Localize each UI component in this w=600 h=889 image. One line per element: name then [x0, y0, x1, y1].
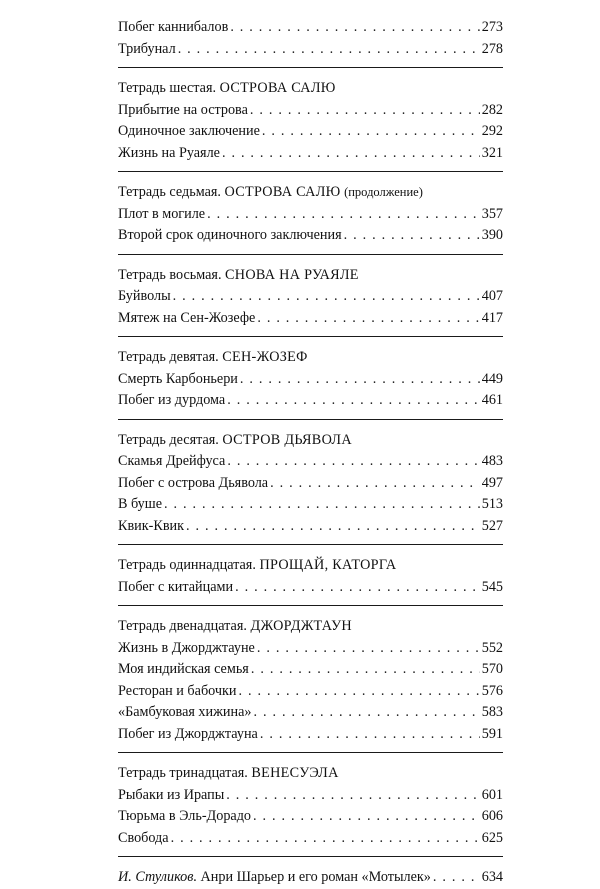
dot-leader	[262, 121, 480, 143]
afterword-title	[118, 867, 431, 889]
dot-leader	[186, 516, 480, 538]
page-number: 407	[481, 288, 503, 304]
page-number: 591	[481, 725, 503, 742]
part-note: (продолжение)	[344, 185, 423, 199]
part-heading[interactable]	[118, 763, 503, 785]
part-name: ПРОЩАЙ, КАТОРГА	[259, 557, 397, 573]
toc-entry[interactable]	[118, 494, 503, 516]
entry-title: Жизнь на Руаяле	[118, 144, 220, 161]
entry-title: Побег из дурдома	[118, 392, 226, 408]
entry-title: Скамья Дрейфуса	[118, 453, 226, 469]
entry-title: Прибытие на острова	[118, 101, 248, 118]
dot-leader	[227, 451, 479, 473]
page-number: 601	[481, 786, 503, 803]
toc-entry[interactable]	[118, 369, 503, 391]
page-number: 417	[481, 309, 503, 326]
dot-leader	[235, 577, 480, 599]
continued-entries	[118, 17, 503, 60]
entry-title: Жизнь в Джорджтауне	[118, 639, 255, 656]
dot-leader	[433, 867, 480, 889]
entry-title: Ресторан и бабочки	[118, 682, 237, 699]
part-section	[118, 347, 503, 412]
part-name: ВЕНЕСУЭЛА	[251, 765, 339, 781]
dot-leader	[250, 100, 480, 122]
dot-leader	[240, 369, 480, 391]
part-heading[interactable]	[118, 555, 503, 577]
toc-entry[interactable]	[118, 828, 503, 850]
afterword-author: И. Стуликов.	[118, 869, 197, 885]
entry-title: «Бамбуковая хижина»	[118, 704, 252, 720]
entry-title: Квик-Квик	[118, 517, 185, 534]
page-number: 634	[481, 869, 503, 885]
part-section	[118, 182, 503, 247]
separator-line	[118, 254, 503, 255]
toc-entry[interactable]	[118, 100, 503, 122]
part-label: Тетрадь десятая.	[118, 431, 219, 448]
dot-leader	[164, 494, 480, 516]
part-name: ОСТРОВ ДЬЯВОЛА	[222, 431, 352, 448]
part-heading[interactable]	[118, 182, 503, 204]
dot-leader	[207, 204, 480, 226]
part-section	[118, 616, 503, 745]
dot-leader	[239, 681, 480, 703]
entry-title: Плот в могиле	[118, 205, 206, 222]
page-number: 278	[481, 40, 503, 57]
toc-entry[interactable]	[118, 724, 503, 746]
separator-line	[118, 856, 503, 857]
part-heading[interactable]	[118, 265, 503, 287]
part-section	[118, 430, 503, 538]
toc-entry[interactable]	[118, 516, 503, 538]
separator-line	[118, 67, 503, 68]
page-number: 390	[481, 227, 503, 243]
page-number: 292	[481, 123, 503, 139]
page-number: 576	[481, 682, 503, 699]
dot-leader	[226, 785, 479, 807]
part-name: ДЖОРДЖТАУН	[250, 618, 352, 634]
part-heading[interactable]	[118, 616, 503, 638]
entry-title: Одиночное заключение	[118, 123, 260, 139]
toc-entry[interactable]	[118, 473, 503, 495]
afterword-title-text: Анри Шарьер и его роман «Мотылек»	[200, 869, 431, 885]
page-number: 583	[481, 704, 503, 720]
table-of-contents	[118, 17, 503, 889]
afterword-entry[interactable]	[118, 867, 503, 889]
entry-title: Трибунал	[118, 40, 176, 57]
part-section	[118, 78, 503, 164]
dot-leader	[257, 308, 479, 330]
page-number: 545	[481, 578, 503, 595]
page-number: 461	[481, 392, 503, 408]
page-number: 570	[481, 661, 503, 677]
dot-leader	[230, 17, 479, 39]
toc-entry[interactable]	[118, 17, 503, 39]
dot-leader	[253, 806, 480, 828]
dot-leader	[173, 286, 480, 308]
page-number: 483	[481, 453, 503, 469]
separator-line	[118, 336, 503, 337]
entry-title: Моя индийская семья	[118, 661, 249, 677]
entry-title: Мятеж на Сен-Жозефе	[118, 309, 256, 326]
page-number: 552	[481, 639, 503, 656]
page-number: 273	[481, 19, 503, 35]
page-number: 527	[481, 517, 503, 534]
page-number: 497	[481, 474, 503, 491]
part-label: Тетрадь двенадцатая.	[118, 618, 247, 634]
toc-entry[interactable]	[118, 390, 503, 412]
part-label: Тетрадь седьмая.	[118, 184, 221, 200]
dot-leader	[257, 638, 480, 660]
part-name: ОСТРОВА САЛЮ	[219, 80, 336, 96]
toc-entry[interactable]	[118, 308, 503, 330]
separator-line	[118, 171, 503, 172]
part-heading[interactable]	[118, 78, 503, 100]
separator-line	[118, 752, 503, 753]
entry-title: Побег каннибалов	[118, 19, 229, 35]
part-name: СНОВА НА РУАЯЛЕ	[225, 266, 359, 283]
toc-entry[interactable]	[118, 806, 503, 828]
separator-line	[118, 419, 503, 420]
separator-line	[118, 605, 503, 606]
entry-title: Рыбаки из Ирапы	[118, 786, 225, 803]
parts-list	[118, 67, 503, 849]
dot-leader	[171, 828, 480, 850]
entry-title: Буйволы	[118, 288, 171, 304]
toc-entry[interactable]	[118, 225, 503, 247]
toc-entry[interactable]	[118, 638, 503, 660]
toc-entry[interactable]	[118, 702, 503, 724]
dot-leader	[270, 473, 480, 495]
toc-entry[interactable]	[118, 121, 503, 143]
part-label: Тетрадь восьмая.	[118, 266, 222, 283]
toc-entry[interactable]	[118, 286, 503, 308]
toc-entry[interactable]	[118, 785, 503, 807]
entry-title: В буше	[118, 496, 163, 512]
entry-title: Побег с острова Дьявола	[118, 474, 269, 491]
separator-line	[118, 544, 503, 545]
toc-entry[interactable]	[118, 681, 503, 703]
toc-entry[interactable]	[118, 204, 503, 226]
dot-leader	[344, 225, 480, 247]
page-number: 357	[481, 205, 503, 222]
page-number: 625	[481, 829, 503, 846]
toc-entry[interactable]	[118, 577, 503, 599]
toc-entry[interactable]	[118, 451, 503, 473]
part-label: Тетрадь шестая.	[118, 80, 217, 96]
toc-entry[interactable]	[118, 143, 503, 165]
entry-title: Тюрьма в Эль-Дорадо	[118, 808, 252, 824]
entry-title: Второй срок одиночного заключения	[118, 227, 342, 243]
part-section	[118, 555, 503, 598]
dot-leader	[251, 659, 480, 681]
toc-entry[interactable]	[118, 659, 503, 681]
page-number: 513	[481, 496, 503, 512]
part-label: Тетрадь одиннадцатая.	[118, 557, 256, 573]
part-label: Тетрадь девятая.	[118, 349, 219, 365]
page-number: 321	[481, 144, 503, 161]
dot-leader	[260, 724, 480, 746]
page-number: 449	[481, 370, 503, 387]
part-section	[118, 265, 503, 330]
dot-leader	[254, 702, 480, 724]
page-number: 606	[481, 808, 503, 824]
part-heading[interactable]	[118, 347, 503, 369]
part-name: ОСТРОВА САЛЮ	[224, 184, 341, 200]
entry-title: Побег из Джорджтауна	[118, 725, 258, 742]
part-name: СЕН-ЖОЗЕФ	[222, 349, 308, 365]
entry-title: Побег с китайцами	[118, 578, 234, 595]
toc-entry[interactable]	[118, 39, 503, 61]
dot-leader	[222, 143, 480, 165]
entry-title: Свобода	[118, 829, 169, 846]
part-label: Тетрадь тринадцатая.	[118, 765, 248, 781]
dot-leader	[178, 39, 480, 61]
dot-leader	[227, 390, 480, 412]
part-heading[interactable]	[118, 430, 503, 452]
part-section	[118, 763, 503, 849]
page-number: 282	[481, 101, 503, 118]
entry-title: Смерть Карбоньери	[118, 370, 238, 387]
